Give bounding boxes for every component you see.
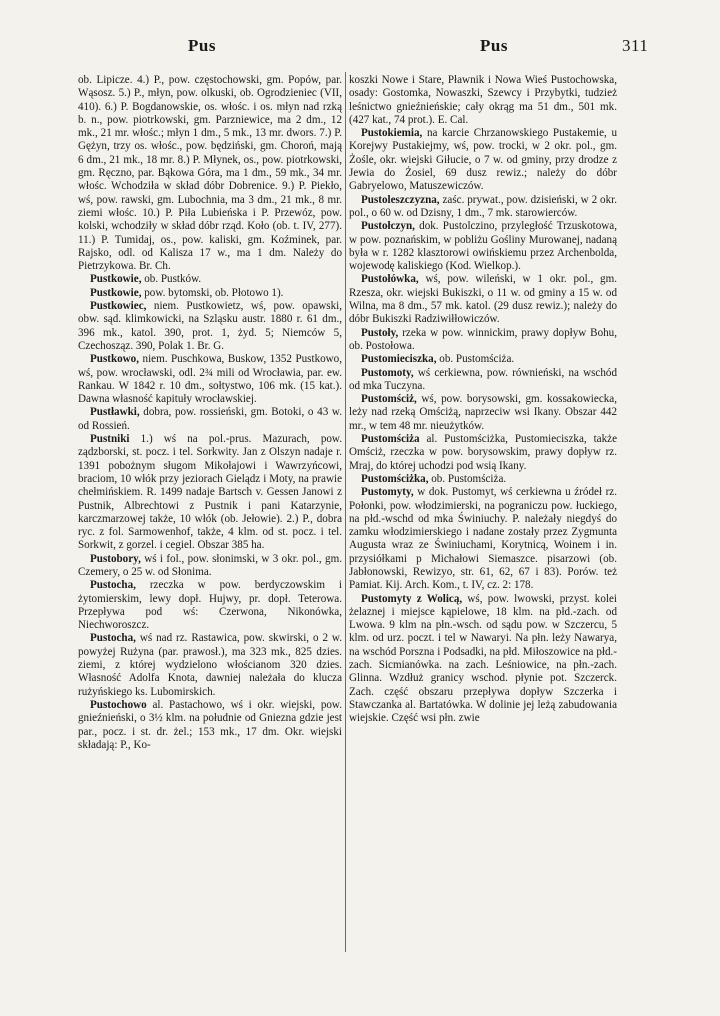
entry-headword: Pustkowie, bbox=[90, 286, 142, 299]
entry-text: pow. bytomski, ob. Płotowo 1). bbox=[141, 286, 284, 299]
entry-headword: Pustomściża bbox=[361, 433, 420, 446]
dictionary-entry bbox=[349, 593, 617, 726]
entry-text: koszki Nowe i Stare, Pławnik i Nowa Wieś Pustochowska, osady: Gostomka, Nowaszki, Szewcy i Przybytki, tudzież leśnictwo gnieźnieńskie; cały okrąg ma 51 dm., 501 mk. (427 kat., 74 prot.). E. Cal. bbox=[349, 74, 617, 126]
entry-headword: Pustokiemia, bbox=[361, 127, 423, 140]
entry-text: rzeczka w pow. berdyczowskim i żytomierskim, lewy dopł. Hujwy, pr. dopł. Teterowa. Przepływa pod wś: Czerwona, Nikonówka, Niechworoszcz. bbox=[78, 579, 342, 632]
dictionary-entry bbox=[78, 632, 342, 698]
column-divider bbox=[345, 72, 346, 952]
entry-headword: Pustołczyn, bbox=[361, 220, 415, 233]
entry-headword: Pustkowie, bbox=[90, 273, 142, 286]
entry-text: dok. Pustolczino, przyległość Trzuskotowa, w pow. poznańskim, w pobliżu Gośliny Murowanej, nadaną była w r. 1282 klasztorowi owińskiemu przez Archenbolda, wojewodę kaliskiego (Kod. Wielkop.). bbox=[349, 220, 617, 273]
entry-text: al. Pustomściżka, Pustomieciszka, także Omściż, rzeczka w pow. borysowskim, prawy dopływ rz. Mraj, do której uchodzi pod wsią Ikany. bbox=[349, 433, 617, 472]
entry-text: ob. Lipicze. 4.) P., pow. częstochowski, gm. Popów, par. Wąsosz. 5.) P., młyn, pow. olkuski, ob. Ogrodzieniec (VII, 410). 6.) P. Bogdanowskie, os. włośc. i os. młyn nad rzką b. n., pow. piotrkowski, gm. Parzniewice, ma 2 dm., 12 mk., 21 mr. włośc.; młyn 1 dm., 5 mk., 13 mr. dwors. 7.) P. Gężyn, trzy os. włośc., pow. będziński, gm. Choroń, mają 6 dm., 21 mk., 18 mr. 8.) P. Młynek, os., pow. piotrkowski, gm. Ręczno, par. Bąkowa Góra, ma 1 dm., 59 mk., 34 mr. włośc. Wchodziła w skład dóbr Dobrenice. 9.) P. Piekło, wś, pow. rawski, gm. Lubochnia, ma 3 dm., 21 mk., 8 mr. ziemi włośc. 10.) P. Piła Lubieńska i P. Przewóz, pow. kolski, wchodziły w skład dóbr rząd. Koło (ob. t. IV, 277). 11.) P. Tumidaj, os., pow. kaliski, gm. Koźminek, par. Rajsko, odl. od Kalisza 17 w., ma 1 dm. Należy do Pietrzykowa. Br. Ch. bbox=[78, 74, 342, 273]
entry-text: wś, pow. wileński, w 1 okr. pol., gm. Rzesza, okr. wiejski Bukiszki, o 11 w. od gminy a 15 w. od Wilna, ma 8 dm., 57 mk. katol. (29 dusz rewiz.); należy do dóbr Bukiszki Radziwiłłowiczów. bbox=[349, 273, 617, 326]
entry-text: niem. Puschkowa, Buskow, 1352 Pustkowo, wś, pow. wrocławski, odl. 2¾ mili od Wrocławia, par. ew. Rankau. W 1842 r. 10 dm., sołtystwo, 106 mk. (15 kat.). Dawna własność kapituły wrocławskiej. bbox=[78, 353, 342, 406]
entry-text: wś i fol., pow. słonimski, w 3 okr. pol., gm. Czemery, o 25 w. od Słonima. bbox=[78, 552, 342, 578]
entry-headword: Pustomściżka, bbox=[361, 472, 429, 485]
dictionary-entry bbox=[78, 579, 342, 632]
dictionary-entry bbox=[78, 287, 342, 300]
dictionary-entry bbox=[349, 194, 617, 221]
entry-text: al. Pastachowo, wś i okr. wiejski, pow. gnieźnieński, o 3½ klm. na południe od Gniezna gdzie jest par., pocz. i st. dr. żel.; 153 mk., 17 dm. Okr. wiejski składają: P., Ko- bbox=[78, 698, 342, 751]
entry-headword: Pustoły, bbox=[361, 326, 399, 339]
entry-text: ob. Pustomściża. bbox=[436, 353, 515, 366]
dictionary-entry bbox=[349, 353, 617, 366]
header-left-title: Pus bbox=[188, 36, 216, 55]
entry-text: niem. Pustkowietz, wś, pow. opawski, obw. sąd. klimkowicki, na Szląsku austr. 1880 r. 61 dm., 396 mk., katol. 390, prot. 1, żyd. 5; Niemców 5, Czechosząz. 390, Polak 1. Br. G. bbox=[78, 300, 342, 352]
dictionary-entry bbox=[78, 406, 342, 433]
entry-headword: Pustniki bbox=[90, 433, 130, 446]
entry-headword: Pustocha, bbox=[90, 579, 136, 592]
dictionary-entry bbox=[78, 353, 342, 406]
entry-headword: Pustoleszczyzna, bbox=[361, 193, 440, 206]
entry-headword: Pustkowo, bbox=[90, 353, 140, 366]
entry-text: 1.) wś na pol.-prus. Mazurach, pow. ządzborski, st. pocz. i tel. Sorkwity. Jan z Olszyn nadaje r. 1391 pobożnym sługom Mikołajowi i Wawrzyńcowi, braciom, 10 włók przy jeziorach Gielądz i Moty, na prawie chełmińskiem. R. 1499 nadaje Bartsch v. Gessen Janowi z Pustnik, Albrechtowi z Pustnik i pani Katarzynie, karczmarzowej także, 10 włók (ob. Jełowie). 2.) P., dobra ryc. z fol. Sarmowenhof, także, 4 klm. od st. pocz. i tel. Sorkwit, z gorzel. i cegiel. Obszar 385 ha. bbox=[78, 433, 342, 552]
dictionary-entry bbox=[349, 273, 617, 326]
entry-headword: Pustomoty, bbox=[361, 366, 414, 379]
entry-headword: Pustobory, bbox=[90, 552, 141, 565]
dictionary-entry bbox=[78, 273, 342, 286]
dictionary-entry bbox=[349, 473, 617, 486]
dictionary-entry bbox=[349, 220, 617, 273]
right-column bbox=[349, 74, 617, 726]
entry-headword: Pustkowiec, bbox=[90, 300, 147, 313]
dictionary-entry bbox=[349, 127, 617, 193]
entry-text: rzeka w pow. winnickim, prawy dopływ Bohu, ob. Postołowa. bbox=[349, 326, 617, 352]
dictionary-entry bbox=[78, 74, 342, 273]
dictionary-entry bbox=[349, 486, 617, 592]
entry-headword: Pustomściż, bbox=[361, 393, 417, 406]
entry-text: w dok. Pustomyt, wś cerkiewna u źródeł rz. Połonki, pow. włodzimierski, na pograniczu pow. łuckiego, na płd.-wschd od mka Świniuchy. P. należały niegdyś do zamku włodzimierskiego i nadane zostały przez Zygmunta Augusta wraz ze Świniuchami, Korytnicą, Woinem i in. przysiółkami p Michałowi Siemaszce. pisarzowi (ob. Jabłonowski, Rewizyo, str. 61, 62, 67 i 83). Porów. też Pamiat. Kij. Arch. Kom., t. IV, cz. 2: 178. bbox=[349, 486, 617, 592]
running-header bbox=[0, 36, 720, 66]
entry-headword: Pustomieciszka, bbox=[361, 353, 437, 366]
entry-headword: Pustomyty z Wolicą, bbox=[361, 592, 463, 605]
entry-headword: Pustochowo bbox=[90, 698, 147, 711]
entry-text: dobra, pow. rossieński, gm. Botoki, o 43 w. od Rossień. bbox=[78, 406, 342, 432]
entry-text: wś, pow. lwowski, przyst. kolei żelaznej i miejsce kąpielowe, 18 klm. na płd.-zach. od Lwowa. 9 klm na płn.-wsch. od sądu pow. w Szczercu, 5 klm. od urz. poczt. i tel w Nawaryi. Na płn. leży Nawarya, na wschód Porszna i Podsadki, na płd. Miłoszowice na płd.-zach. Sicmianówka. na zach. Leśniowice, na płn.-zach. Glinna. Wzdłuż granicy wschod. płynie pot. Szczerck. Zach. część obszaru przepływa dopływ Szczerka i Stawczanka al. Bartatówka. W dolinie jej leżą zabudowania wiejskie. Część wsi płn. zwie bbox=[349, 592, 617, 725]
dictionary-entry bbox=[349, 393, 617, 433]
entry-headword: Pustocha, bbox=[90, 632, 136, 645]
entry-text: ob. Pustków. bbox=[141, 273, 202, 286]
entry-headword: Pustołówka, bbox=[361, 273, 419, 286]
dictionary-entry bbox=[349, 74, 617, 127]
header-right-title: Pus bbox=[480, 36, 508, 55]
page-number: 311 bbox=[622, 36, 649, 55]
dictionary-entry bbox=[78, 300, 342, 353]
dictionary-entry bbox=[78, 553, 342, 580]
dictionary-entry bbox=[349, 367, 617, 394]
dictionary-entry bbox=[349, 433, 617, 473]
entry-text: zaśc. prywat., pow. dzisieński, w 2 okr. pol., o 60 w. od Dzisny, 1 dm., 7 mk. starowierców. bbox=[349, 193, 617, 219]
entry-text: ob. Pustomściża. bbox=[428, 472, 507, 485]
dictionary-entry bbox=[78, 699, 342, 752]
left-column bbox=[78, 74, 342, 752]
entry-text: wś nad rz. Rastawica, pow. skwirski, o 2 w. powyżej Rużyna (par. prawosł.), ma 323 mk., 825 dzies. ziemi, z której wydzielono włościanom 320 dzies. Własność Adolfa Knota, dawniej należała do klucza rużyńskiego ks. Lubomirskich. bbox=[78, 632, 342, 698]
entry-text: wś cerkiewna, pow. równieński, na wschód od mka Tuczyna. bbox=[349, 366, 617, 392]
entry-text: wś, pow. borysowski, gm. kossakowiecka, leży nad rzeką Omściżą, naprzeciw wsi Ikany. Obszar 442 mr., w tem 48 mr. nieużytków. bbox=[349, 393, 617, 432]
entry-headword: Pustławki, bbox=[90, 406, 140, 419]
entry-text: na karcie Chrzanowskiego Pustakemie, u Korejwy Pustakiejmy, wś, pow. trocki, w 2 okr. pol., gm. Żośle, okr. wiejski Giłucie, o 7 w. od gminy, przy drodze z Jewia do Żosiel, 69 dusz rewiz.; należy do dóbr Gabryelowo, Matuszewiczów. bbox=[349, 127, 617, 193]
dictionary-entry bbox=[78, 433, 342, 553]
dictionary-entry bbox=[349, 327, 617, 354]
entry-headword: Pustomyty, bbox=[361, 486, 414, 499]
